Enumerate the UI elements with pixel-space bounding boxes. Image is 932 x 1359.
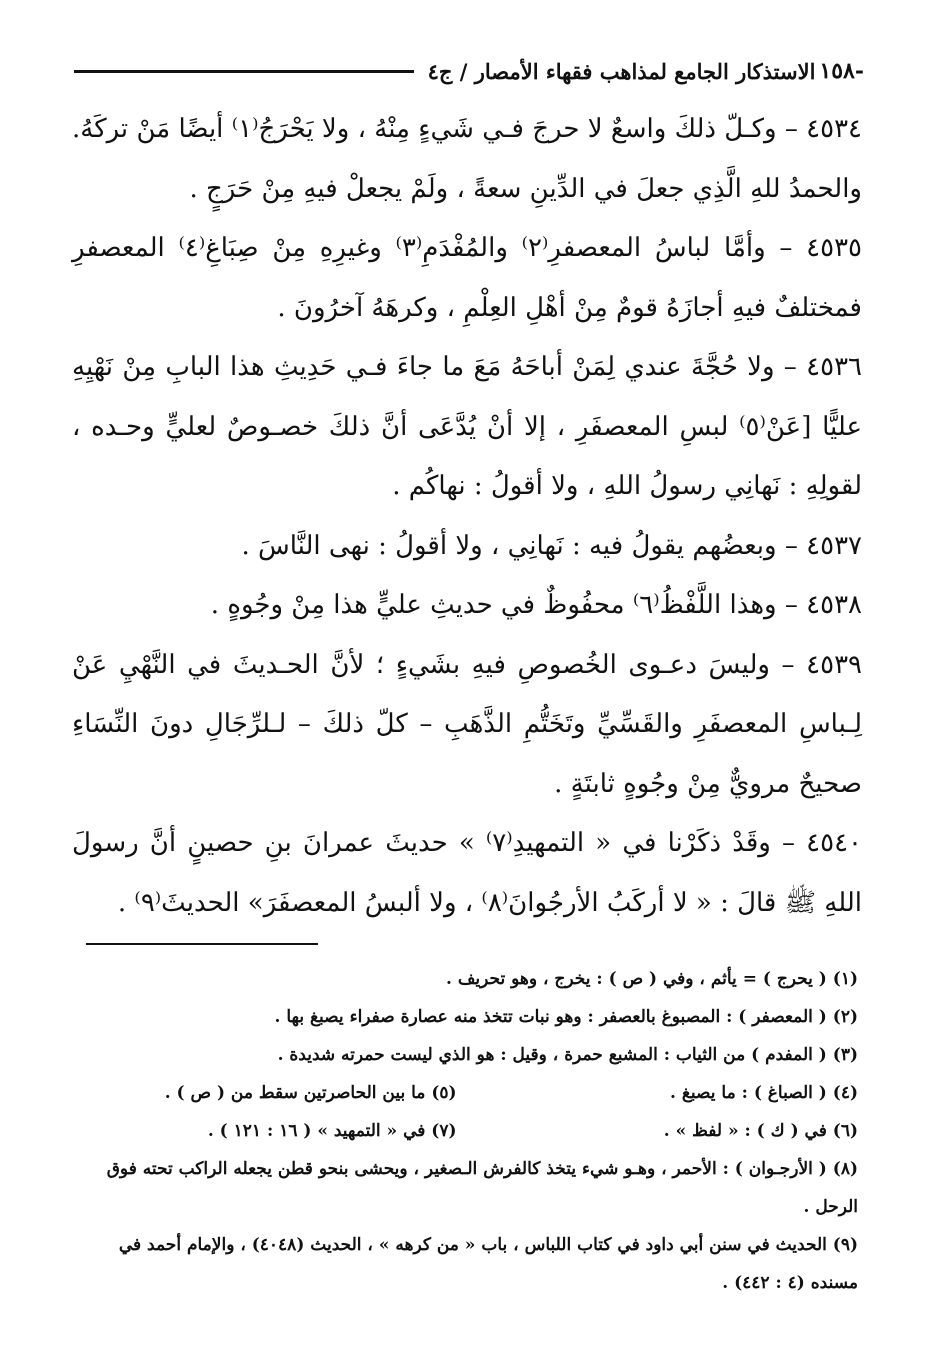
paragraph-number: ٤٥٣٧ [806,530,862,561]
footnote-2: (٢) ( المعصفر ) : المصبوغ بالعصفر : وهو نبات تتخذ منه عصارة صفراء يصبغ بها . [274,1007,858,1027]
paragraph-4539 [72,636,862,815]
paragraph-number: ٤٥٣٤ [806,114,863,144]
paragraph-text: – ولا حُجَّةَ عندي لِمَنْ أباحَهُ مَعَ ما جاءَ فـي حَدِيثِ هذا البابِ مِنْ نَهْيِهِ عليًّا [عَنْ⁽٥⁾ لبسِ المعصفَرِ ، إلا أنْ يُدَّعَى أنَّ ذلكَ خصـوصٌ لعليٍّ وحـده ، لقولِهِ : نَهانِي رسولُ اللهِ ، ولا أقولُ : نهاكُم . [72,352,862,501]
footnote-1: (١) ( يحرج ) = يأثم ، وفي ( ص ) : يخرج ، وهو تحريف . [445,969,858,989]
main-text [72,100,862,933]
paragraph-text: – وكـلّ ذلكَ واسعٌ لا حرجَ فـي شَيءٍ مِنْهُ ، ولا يَحْرَجُ⁽١⁾ أيضًا مَنْ تركَهُ. والحمدُ للهِ الَّذِي جعلَ في الدِّينِ سعةً ، ولَمْ يجعلْ فيهِ مِنْ حَرَجٍ . [72,114,862,204]
paragraph-text: – وليسَ دعـوى الخُصوصِ فيهِ بشَيءٍ ؛ لأنَّ الحـديثَ في النَّهْيِ عَنْ لِـباسِ المعصفَرِ والقَسِّيِّ وتَخَتُّمِ الذَّهَبِ – كلّ ذلكَ – لـلرِّجَالِ دونَ النِّسَاءِ صحيحٌ مرويٌّ مِنْ وجُوهٍ ثابتَةٍ . [72,649,862,799]
running-title: الاستذكار الجامع لمذاهب فقهاء الأمصار / ج٤ [427,58,816,84]
paragraph-text: – وهذا اللَّفْظُ⁽٦⁾ محفُوظٌ في حديثِ عليٍّ هذا مِنْ وجُوهٍ . [210,590,798,620]
paragraph-number: ٤٥٣٩ [806,649,863,680]
footnote-7: (٧) في « التمهيد » ( ١٦ : ١٢١ ) . [207,1121,457,1141]
paragraph-4535 [72,219,862,338]
footnote-8: (٨) ( الأرجـوان ) : الأحمر ، وهـو شيء يتخذ كالفرش الـصغير ، ويحشى بنحو قطن يجعله الراكب تحته فوق الرحل . [106,1159,858,1217]
paragraph-number: ٤٥٣٥ [806,233,862,263]
header-rule [74,70,414,73]
page-header [74,50,864,92]
paragraph-text: – وقَدْ ذكَرْنا في « التمهيدِ⁽٧⁾ » حديثَ عمرانَ بنِ حصينٍ أنَّ رسولَ اللهِ ﷺ قالَ : « لا أركَبُ الأرجُوانَ⁽٨⁾ ، ولا ألبسُ المعصفَرَ» الحديثَ⁽٩⁾ . [72,828,862,918]
paragraph-number: ٤٥٤٠ [806,828,863,858]
footnote-5: (٥) ما بين الحاصرتين سقط من ( ص ) . [164,1083,457,1103]
footnote-row-6-7 [86,1112,858,1150]
paragraph-4538 [72,576,862,636]
footnote-4: (٤) ( الصباغ ) : ما يصبغ . [670,1083,858,1103]
footnote-row-4-5 [86,1074,858,1112]
footnote-6: (٦) في ( ك ) : « لفظ » . [663,1121,858,1141]
paragraph-4534 [72,100,862,219]
footnote-separator [86,943,318,945]
footnotes [86,960,858,1302]
paragraph-4540 [72,814,862,933]
paragraph-4536 [72,338,862,517]
paragraph-text: – وبعضُهم يقولُ فيه : نَهانِي ، ولا أقولُ : نهى النَّاسَ . [241,530,798,561]
footnote-3: (٣) ( المفدم ) من الثياب : المشبع حمرة ، وقيل : هو الذي ليست حمرته شديدة . [277,1045,858,1065]
paragraph-number: ٤٥٣٨ [806,590,862,620]
paragraph-number: ٤٥٣٦ [806,352,862,382]
page-number: -١٥٨ [819,58,864,84]
paragraph-4537 [72,517,862,577]
paragraph-text: – وأمَّا لباسُ المعصفرِ⁽٢⁾ والمُفْدَمِ⁽٣⁾ وغيرِهِ مِنْ صِبَاغِ⁽٤⁾ المعصفرِ فمختلفٌ فيهِ أجازَهُ قومٌ مِنْ أهْلِ العِلْمِ ، وكرهَهُ آخرُونَ . [72,233,862,323]
footnote-9: (٩) الحديث في سنن أبي داود في كتاب اللباس ، باب « من كرهه » ، الحديث (٤٠٤٨) ، والإمام أحمد في مسنده (٤ : ٤٤٢) . [118,1235,858,1293]
